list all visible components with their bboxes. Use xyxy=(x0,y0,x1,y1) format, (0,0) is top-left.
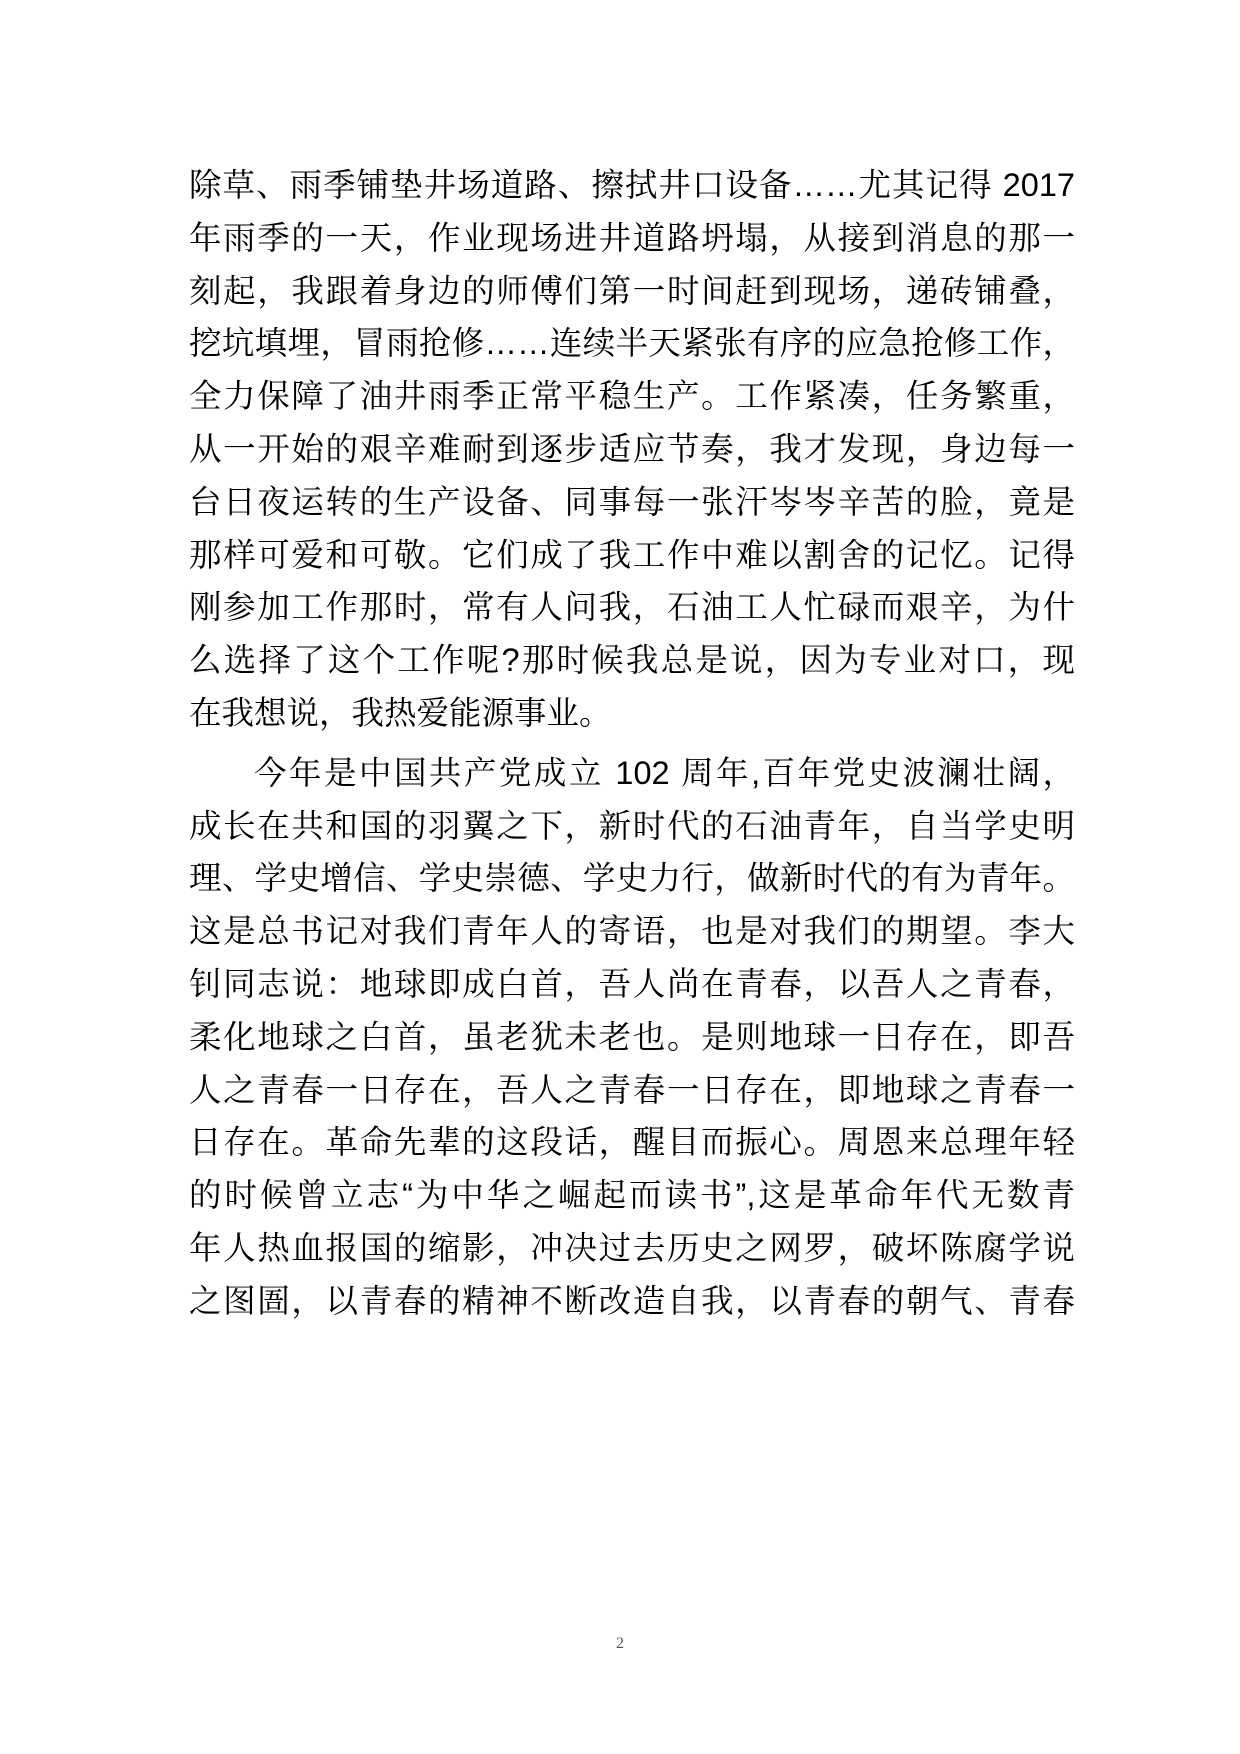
text-line: 日存在。革命先辈的这段话，醒目而振心。周恩来总理年轻 xyxy=(189,1124,1075,1161)
text-line: 成长在共和国的羽翼之下，新时代的石油青年，自当学史明 xyxy=(189,807,1075,844)
text-line: 年人热血报国的缩影，冲决过去历史之网罗，破坏陈腐学说 xyxy=(189,1229,1075,1266)
text-line: 之图圄，以青春的精神不断改造自我，以青春的朝气、青春 xyxy=(189,1282,1075,1319)
text-line: 年雨季的一天，作业现场进井道路坍塌，从接到消息的那一 xyxy=(189,219,1075,256)
text-line: 么选择了这个工作呢?那时候我总是说，因为专业对口，现 xyxy=(189,642,1075,679)
text-line: 理、学史增信、学史崇德、学史力行，做新时代的有为青年。 xyxy=(189,860,1075,897)
text-line: 挖坑填埋，冒雨抢修……连续半天紧张有序的应急抢修工作， xyxy=(189,325,1075,362)
text-line: 那样可爱和可敬。它们成了我工作中难以割舍的记忆。记得 xyxy=(189,536,1075,573)
text-line: 这是总书记对我们青年人的寄语，也是对我们的期望。李大 xyxy=(189,913,1075,950)
text-line: 柔化地球之白首，虽老犹未老也。是则地球一日存在，即吾 xyxy=(189,1018,1075,1055)
text-line: 从一开始的艰辛难耐到逐步适应节奏，我才发现，身边每一 xyxy=(189,430,1075,467)
text-line: 在我想说，我热爱能源事业。 xyxy=(189,694,612,731)
text-line: 台日夜运转的生产设备、同事每一张汗岑岑辛苦的脸，竟是 xyxy=(189,483,1075,520)
paragraph xyxy=(189,159,1075,740)
paragraph xyxy=(189,747,1075,1328)
text-line: 的时候曾立志“为中华之崛起而读书”,这是革命年代无数青 xyxy=(189,1177,1075,1214)
text-line: 钊同志说：地球即成白首，吾人尚在青春，以吾人之青春， xyxy=(189,965,1075,1002)
page-number: 2 xyxy=(616,1635,624,1652)
text-line: 刚参加工作那时，常有人问我，石油工人忙碌而艰辛，为什 xyxy=(189,589,1075,626)
document-body xyxy=(189,159,1075,1328)
text-line: 刻起，我跟着身边的师傅们第一时间赶到现场，递砖铺叠， xyxy=(189,272,1075,309)
text-line: 今年是中国共产党成立 102 周年,百年党史波澜壮阔， xyxy=(254,754,1075,791)
text-line: 人之青春一日存在，吾人之青春一日存在，即地球之青春一 xyxy=(189,1071,1075,1108)
text-line: 全力保障了油井雨季正常平稳生产。工作紧凑，任务繁重， xyxy=(189,378,1075,415)
text-line: 除草、雨季铺垫井场道路、擦拭井口设备……尤其记得 2017 xyxy=(189,167,1075,203)
